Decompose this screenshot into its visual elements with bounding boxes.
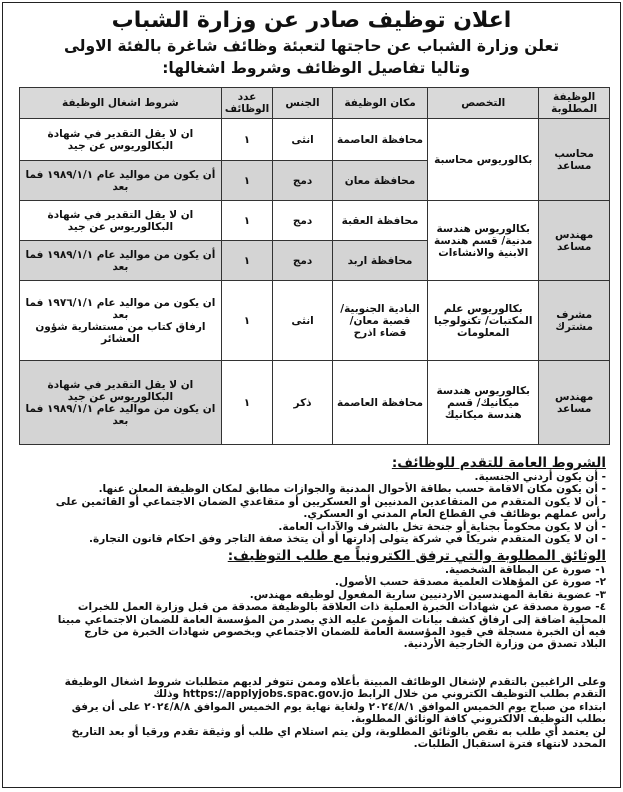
list-item: ٣- عضوية نقابة المهندسين الاردنيين سارية المفعول لوظيفه مهندس. xyxy=(249,588,606,601)
count-cell: ١ xyxy=(221,281,272,361)
job-title-cell: مشرف مشترك xyxy=(539,281,610,361)
job-title-cell: محاسب مساعد xyxy=(539,119,610,201)
header-location: مكان الوظيفة xyxy=(332,88,427,119)
conditions-cell: ان يكون من مواليد عام ١٩٧٦/١/١ فما بعد ارفاق كتاب من مستشارية شؤون العشائر xyxy=(20,281,222,361)
header-specialization: التخصص xyxy=(428,88,539,119)
list-item: - أن يكون أردني الجنسية. xyxy=(474,471,606,483)
list-item: ١- صورة عن البطاقة الشخصية. xyxy=(444,564,606,576)
closing-section xyxy=(17,676,606,750)
specialization-cell: بكالوريوس علم المكتبات/ تكنولوجيا المعلومات xyxy=(428,281,539,361)
documents-heading: الوثائق المطلوبة والتي ترفق الكترونياً مع طلب التوظيف: xyxy=(227,548,606,564)
gender-cell: دمج xyxy=(273,241,333,281)
table-row xyxy=(20,361,610,445)
list-item: المحلية اضافة إلى ارفاق كشف بيانات المؤمن عليه الذي يصدر من المؤسسة العامة للضمان الاجتماعي مبينا xyxy=(57,613,606,626)
general-conditions-heading: الشروط العامة للتقدم للوظائف: xyxy=(391,455,606,471)
gender-cell: ذكر xyxy=(273,361,333,445)
list-item: رأس عملهم بوظائف في القطاع العام المدني او العسكري. xyxy=(303,508,606,521)
header-job: الوظيفة المطلوبة xyxy=(539,88,610,119)
header-conditions: شروط اشغال الوظيفة xyxy=(20,88,222,119)
header-gender: الجنس xyxy=(273,88,333,119)
location-cell: محافظة معان xyxy=(332,161,427,201)
list-item: ٢- صورة عن المؤهلات العلمية مصدقة حسب الأصول. xyxy=(334,576,606,589)
header-count: عدد الوظائف xyxy=(221,88,272,119)
count-cell: ١ xyxy=(221,161,272,201)
list-item: - أن يكون مكان الاقامة حسب بطاقة الأحوال المدنية والجوازات مطابق لمكان الوظيفة المعلن عنها. xyxy=(98,483,606,496)
list-item: - أن لا يكون محكوماً بجناية أو جنحة تخل بالشرف والآداب العامة. xyxy=(278,520,606,533)
location-cell: محافظة العاصمة xyxy=(332,361,427,445)
location-cell: محافظة العاصمة xyxy=(332,119,427,161)
list-item: ٤- صورة مصدقة عن شهادات الخبرة العملية ذات العلاقة بالوظيفة مصدقة من قبل وزارة العمل للخبرات xyxy=(77,601,606,614)
count-cell: ١ xyxy=(221,119,272,161)
gender-cell: انثى xyxy=(273,119,333,161)
count-cell: ١ xyxy=(221,201,272,241)
gender-cell: دمج xyxy=(273,161,333,201)
job-title-cell: مهندس مساعد xyxy=(539,361,610,445)
documents-section xyxy=(17,548,606,651)
table-header-row xyxy=(20,88,610,119)
conditions-cell: أن يكون من مواليد عام ١٩٨٩/١/١ فما بعد xyxy=(20,241,222,281)
job-announcement xyxy=(2,2,621,788)
specialization-cell: بكالوريوس هندسة ميكانيك/ قسم هندسة ميكانيك xyxy=(428,361,539,445)
list-item: فيه أن الخبرة مسجلة في قيود المؤسسة العامة للضمان الاجتماعي وبخصوص شهادات الخبرة من خارج xyxy=(84,626,606,639)
conditions-cell: ان لا يقل التقدير في شهادة البكالوريوس عن جيد xyxy=(20,119,222,161)
location-cell: محافظة العقبة xyxy=(332,201,427,241)
count-cell: ١ xyxy=(221,241,272,281)
job-title-cell: مهندس مساعد xyxy=(539,201,610,281)
conditions-cell: أن يكون من مواليد عام ١٩٨٩/١/١ فما بعد xyxy=(20,161,222,201)
table-row xyxy=(20,201,610,241)
closing-line: المحدد لانتهاء فترة استقبال الطلبات. xyxy=(413,738,606,751)
announcement-title: اعلان توظيف صادر عن وزارة الشباب xyxy=(111,8,512,33)
closing-line: ابتداء من صباح يوم الخميس الموافق ٢٠٢٤/٨/١ ولغاية نهاية يوم الخميس الموافق ٢٠٢٤/٨/٨ على أن يرفق xyxy=(71,700,606,713)
general-conditions-section xyxy=(17,455,606,545)
location-cell: محافظة اربد xyxy=(332,241,427,281)
list-item: البلاد تصدق من وزارة الخارجية الأردنية. xyxy=(403,638,606,651)
announcement-subtitle: تعلن وزارة الشباب عن حاجتها لتعبئة وظائف شاغرة بالفئة الاولى xyxy=(63,37,560,55)
closing-line: لن يعتمد أي طلب به نقص بالوثائق المطلوبة، ولن يتم استلام اي طلب أو وثيقة تقدم ورقيا أو بعد التاريخ xyxy=(71,725,606,738)
conditions-cell: ان لا يقل التقدير في شهادة البكالوريوس عن جيد ان يكون من مواليد عام ١٩٨٩/١/١ فما بعد xyxy=(20,361,222,445)
announcement-intro: وتاليا تفاصيل الوظائف وشروط اشغالها: xyxy=(162,59,470,77)
table-row xyxy=(20,119,610,161)
jobs-table xyxy=(19,87,610,445)
specialization-cell: بكالوريوس هندسة مدنية/ قسم هندسة الابنية والانشاءات xyxy=(428,201,539,281)
closing-line: التقدم بطلب التوظيف الكتروني من خلال الرابط https://applyjobs.spac.gov.jo وذلك xyxy=(153,688,606,701)
count-cell: ١ xyxy=(221,361,272,445)
list-item: - ان لا يكون المتقدم شريكاً في شركة يتولى إدارتها أو أن يتخذ صفة التاجر وفق احكام قانون التجارة. xyxy=(89,533,606,546)
closing-line: وعلى الراغبين بالتقدم لإشغال الوظائف المبينة بأعلاه وممن تتوفر لديهم متطلبات شروط اشغال الوظيفة xyxy=(64,676,606,688)
table-row xyxy=(20,281,610,361)
location-cell: البادية الجنوبية/ قصبة معان/ قضاء اذرح xyxy=(332,281,427,361)
conditions-cell: ان لا يقل التقدير في شهادة البكالوريوس عن جيد xyxy=(20,201,222,241)
closing-line: بطلب التوظيف الالكتروني كافة الوثائق المطلوبة. xyxy=(350,713,606,726)
gender-cell: انثى xyxy=(273,281,333,361)
specialization-cell: بكالوريوس محاسبة xyxy=(428,119,539,201)
list-item: - أن لا يكون المتقدم من المتقاعدين المدنيين أو العسكريين أو متقاعدي الضمان الاجتماعي أو القائمين على xyxy=(55,495,606,508)
gender-cell: دمج xyxy=(273,201,333,241)
